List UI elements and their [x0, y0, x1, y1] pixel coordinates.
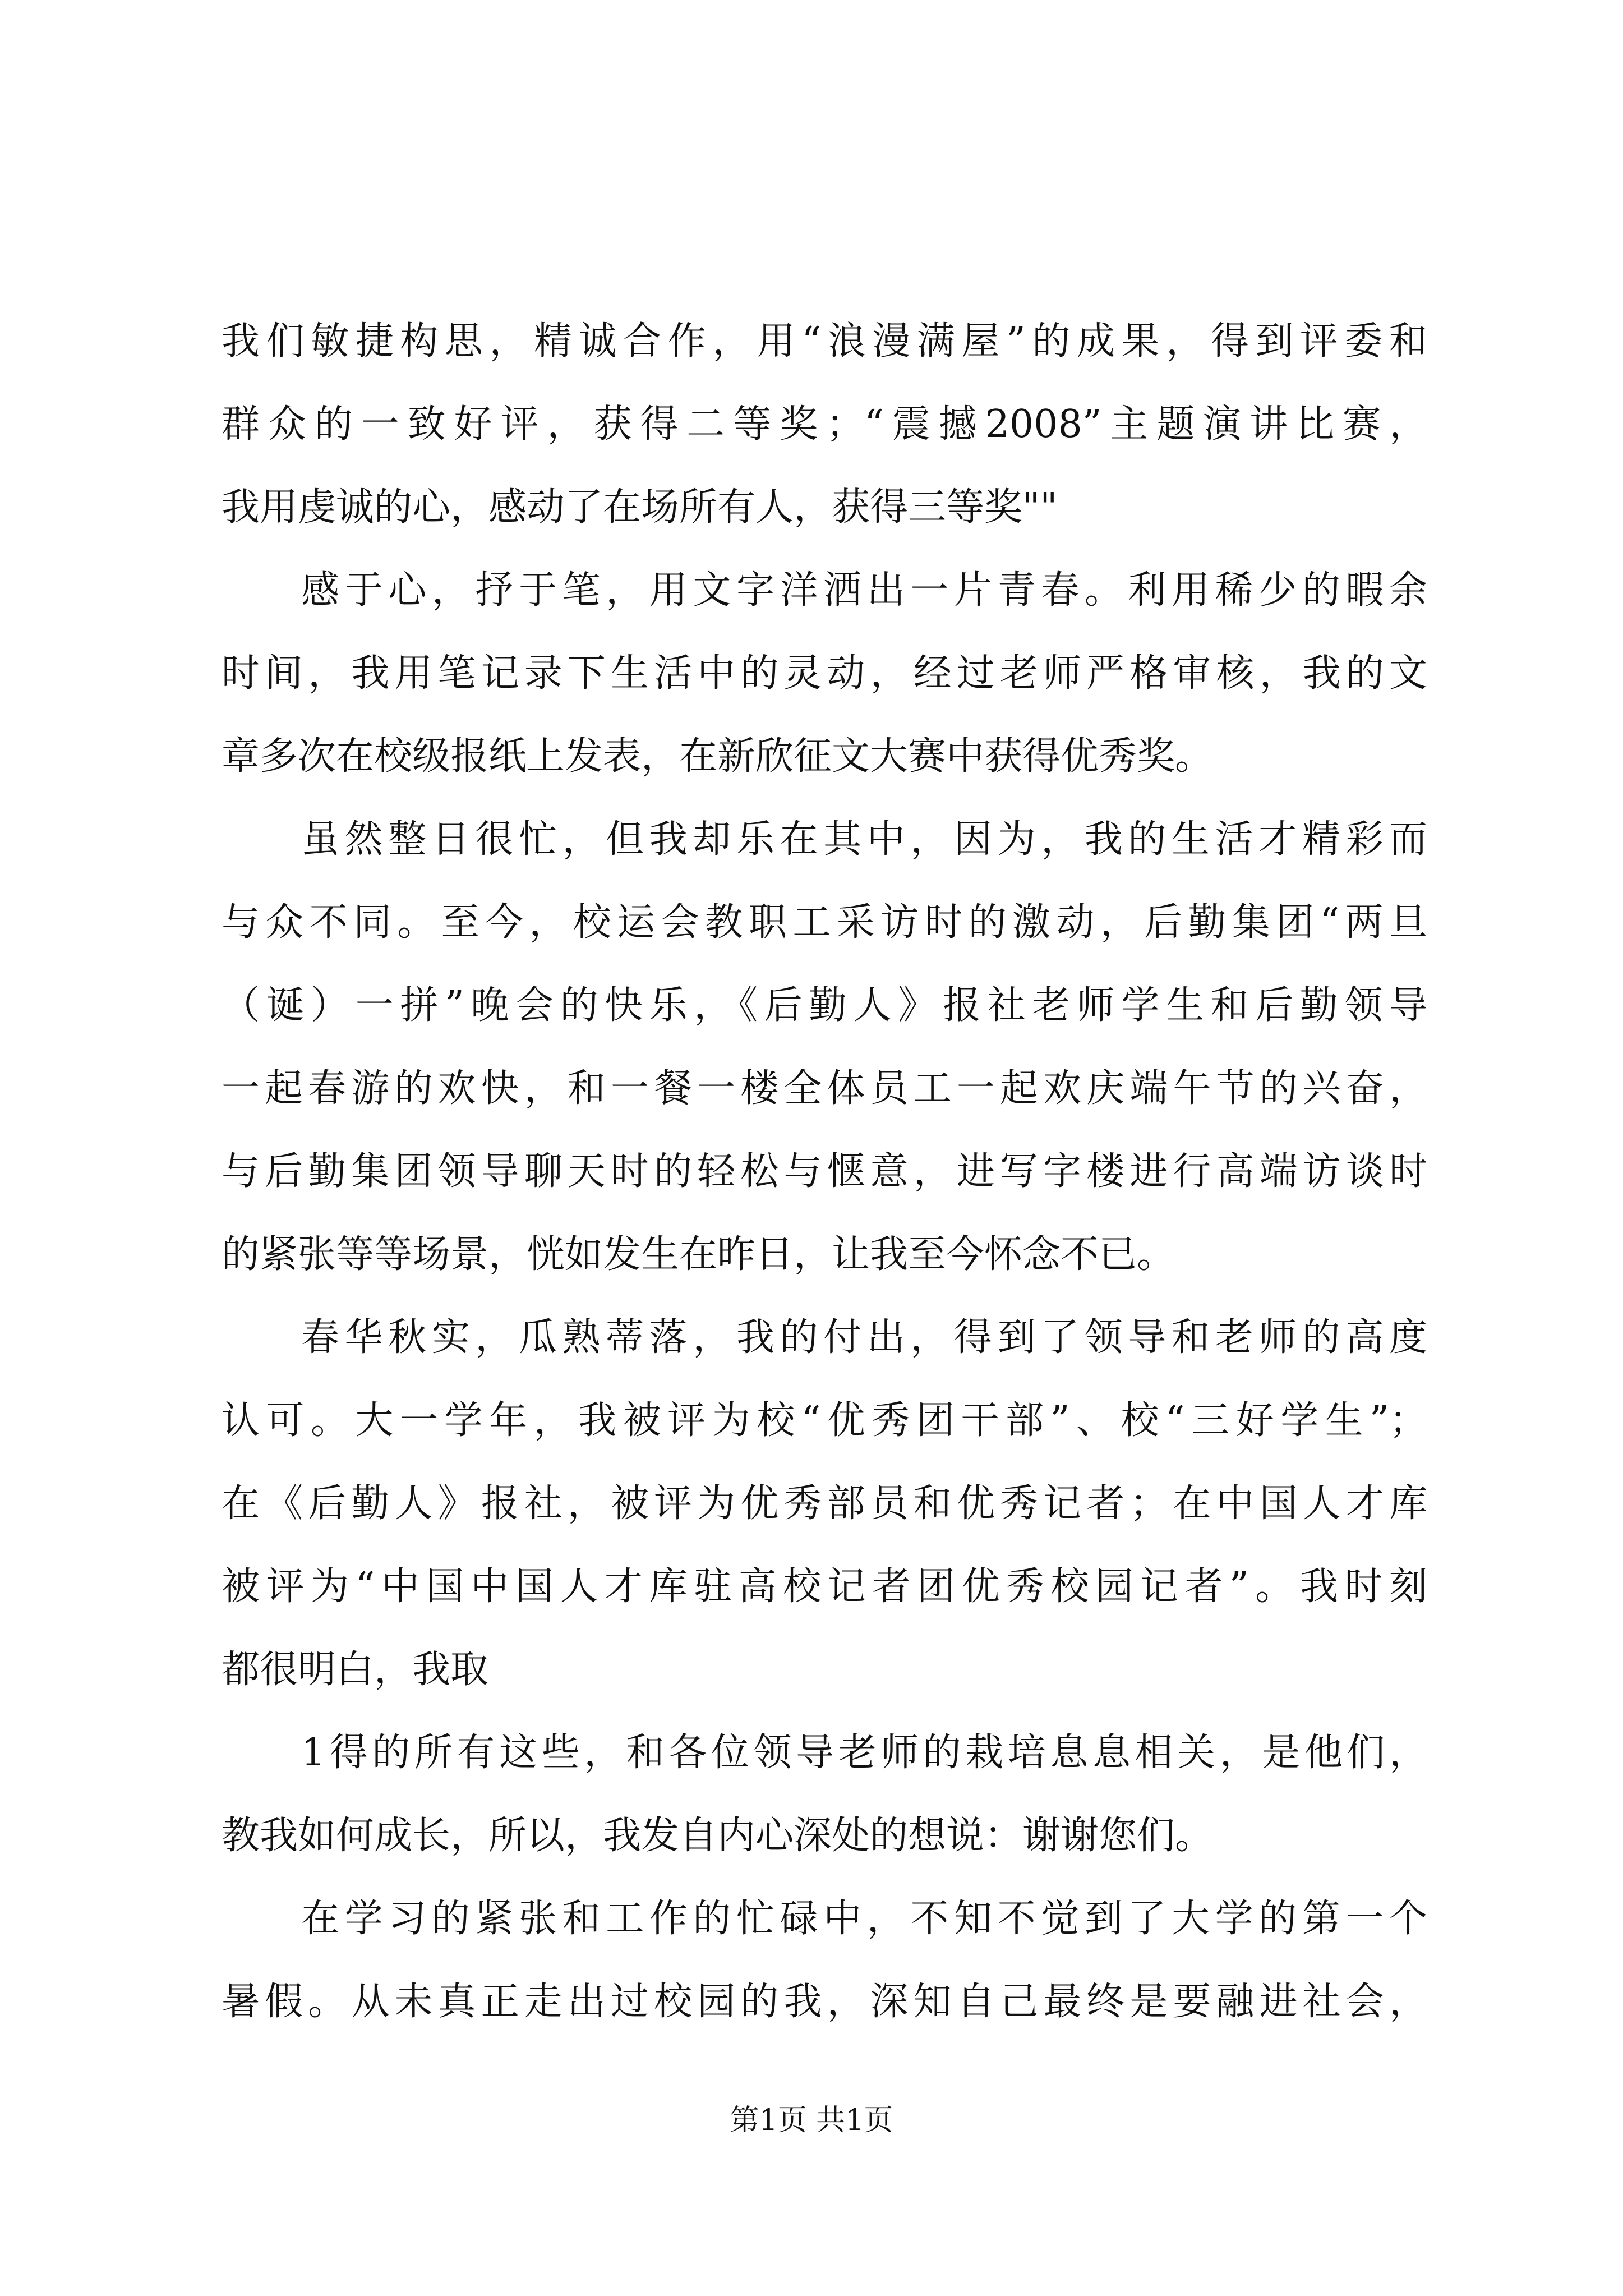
- text-line: 春华秋实，瓜熟蒂落，我的付出，得到了领导和老师的高度: [301, 1315, 1427, 1360]
- document-body: [222, 300, 1427, 2044]
- text-line: 我用虔诚的心，感动了在场所有人，获得三等奖"": [222, 485, 1058, 530]
- text-line: 虽然整日很忙，但我却乐在其中，因为，我的生活才精彩而: [301, 817, 1427, 862]
- text-line: 时间，我用笔记录下生活中的灵动，经过老师严格审核，我的文: [222, 651, 1427, 696]
- text-line: 章多次在校级报纸上发表，在新欣征文大赛中获得优秀奖。: [222, 734, 1214, 779]
- text-line: 在《后勤人》报社，被评为优秀部员和优秀记者；在中国人才库: [222, 1481, 1427, 1526]
- text-line: 暑假。从未真正走出过校园的我，深知自己最终是要融进社会，: [222, 1980, 1427, 2024]
- text-line: 我们敏捷构思，精诚合作，用“浪漫满屋”的成果，得到评委和: [222, 319, 1427, 364]
- text-line: 都很明白，我取: [222, 1648, 489, 1692]
- text-line: 与后勤集团领导聊天时的轻松与惬意，进写字楼进行高端访谈时: [222, 1149, 1427, 1194]
- text-line: 群众的一致好评，获得二等奖；“震撼2008”主题演讲比赛，: [222, 402, 1427, 447]
- page-footer: 第1页 共1页: [730, 2104, 893, 2137]
- text-line: 在学习的紧张和工作的忙碌中，不知不觉到了大学的第一个: [301, 1897, 1427, 1941]
- text-line: 一起春游的欢快，和一餐一楼全体员工一起欢庆端午节的兴奋，: [222, 1066, 1427, 1111]
- text-line: 的紧张等等场景，恍如发生在昨日，让我至今怀念不已。: [222, 1232, 1175, 1277]
- text-line: （诞）一拼”晚会的快乐，《后勤人》报社老师学生和后勤领导: [222, 983, 1427, 1028]
- text-line: 被评为“中国中国人才库驻高校记者团优秀校园记者”。我时刻: [222, 1565, 1427, 1609]
- text-line: 教我如何成长，所以，我发自内心深处的想说：谢谢您们。: [222, 1814, 1214, 1858]
- text-line: 感于心，抒于笔，用文字洋洒出一片青春。利用稀少的暇余: [301, 568, 1427, 613]
- text-line: 1得的所有这些，和各位领导老师的栽培息息相关，是他们，: [301, 1731, 1427, 1775]
- text-line: 与众不同。至今，校运会教职工采访时的激动，后勤集团“两旦: [222, 900, 1427, 945]
- text-line: 认可。大一学年，我被评为校“优秀团干部”、校“三好学生”；: [222, 1398, 1427, 1443]
